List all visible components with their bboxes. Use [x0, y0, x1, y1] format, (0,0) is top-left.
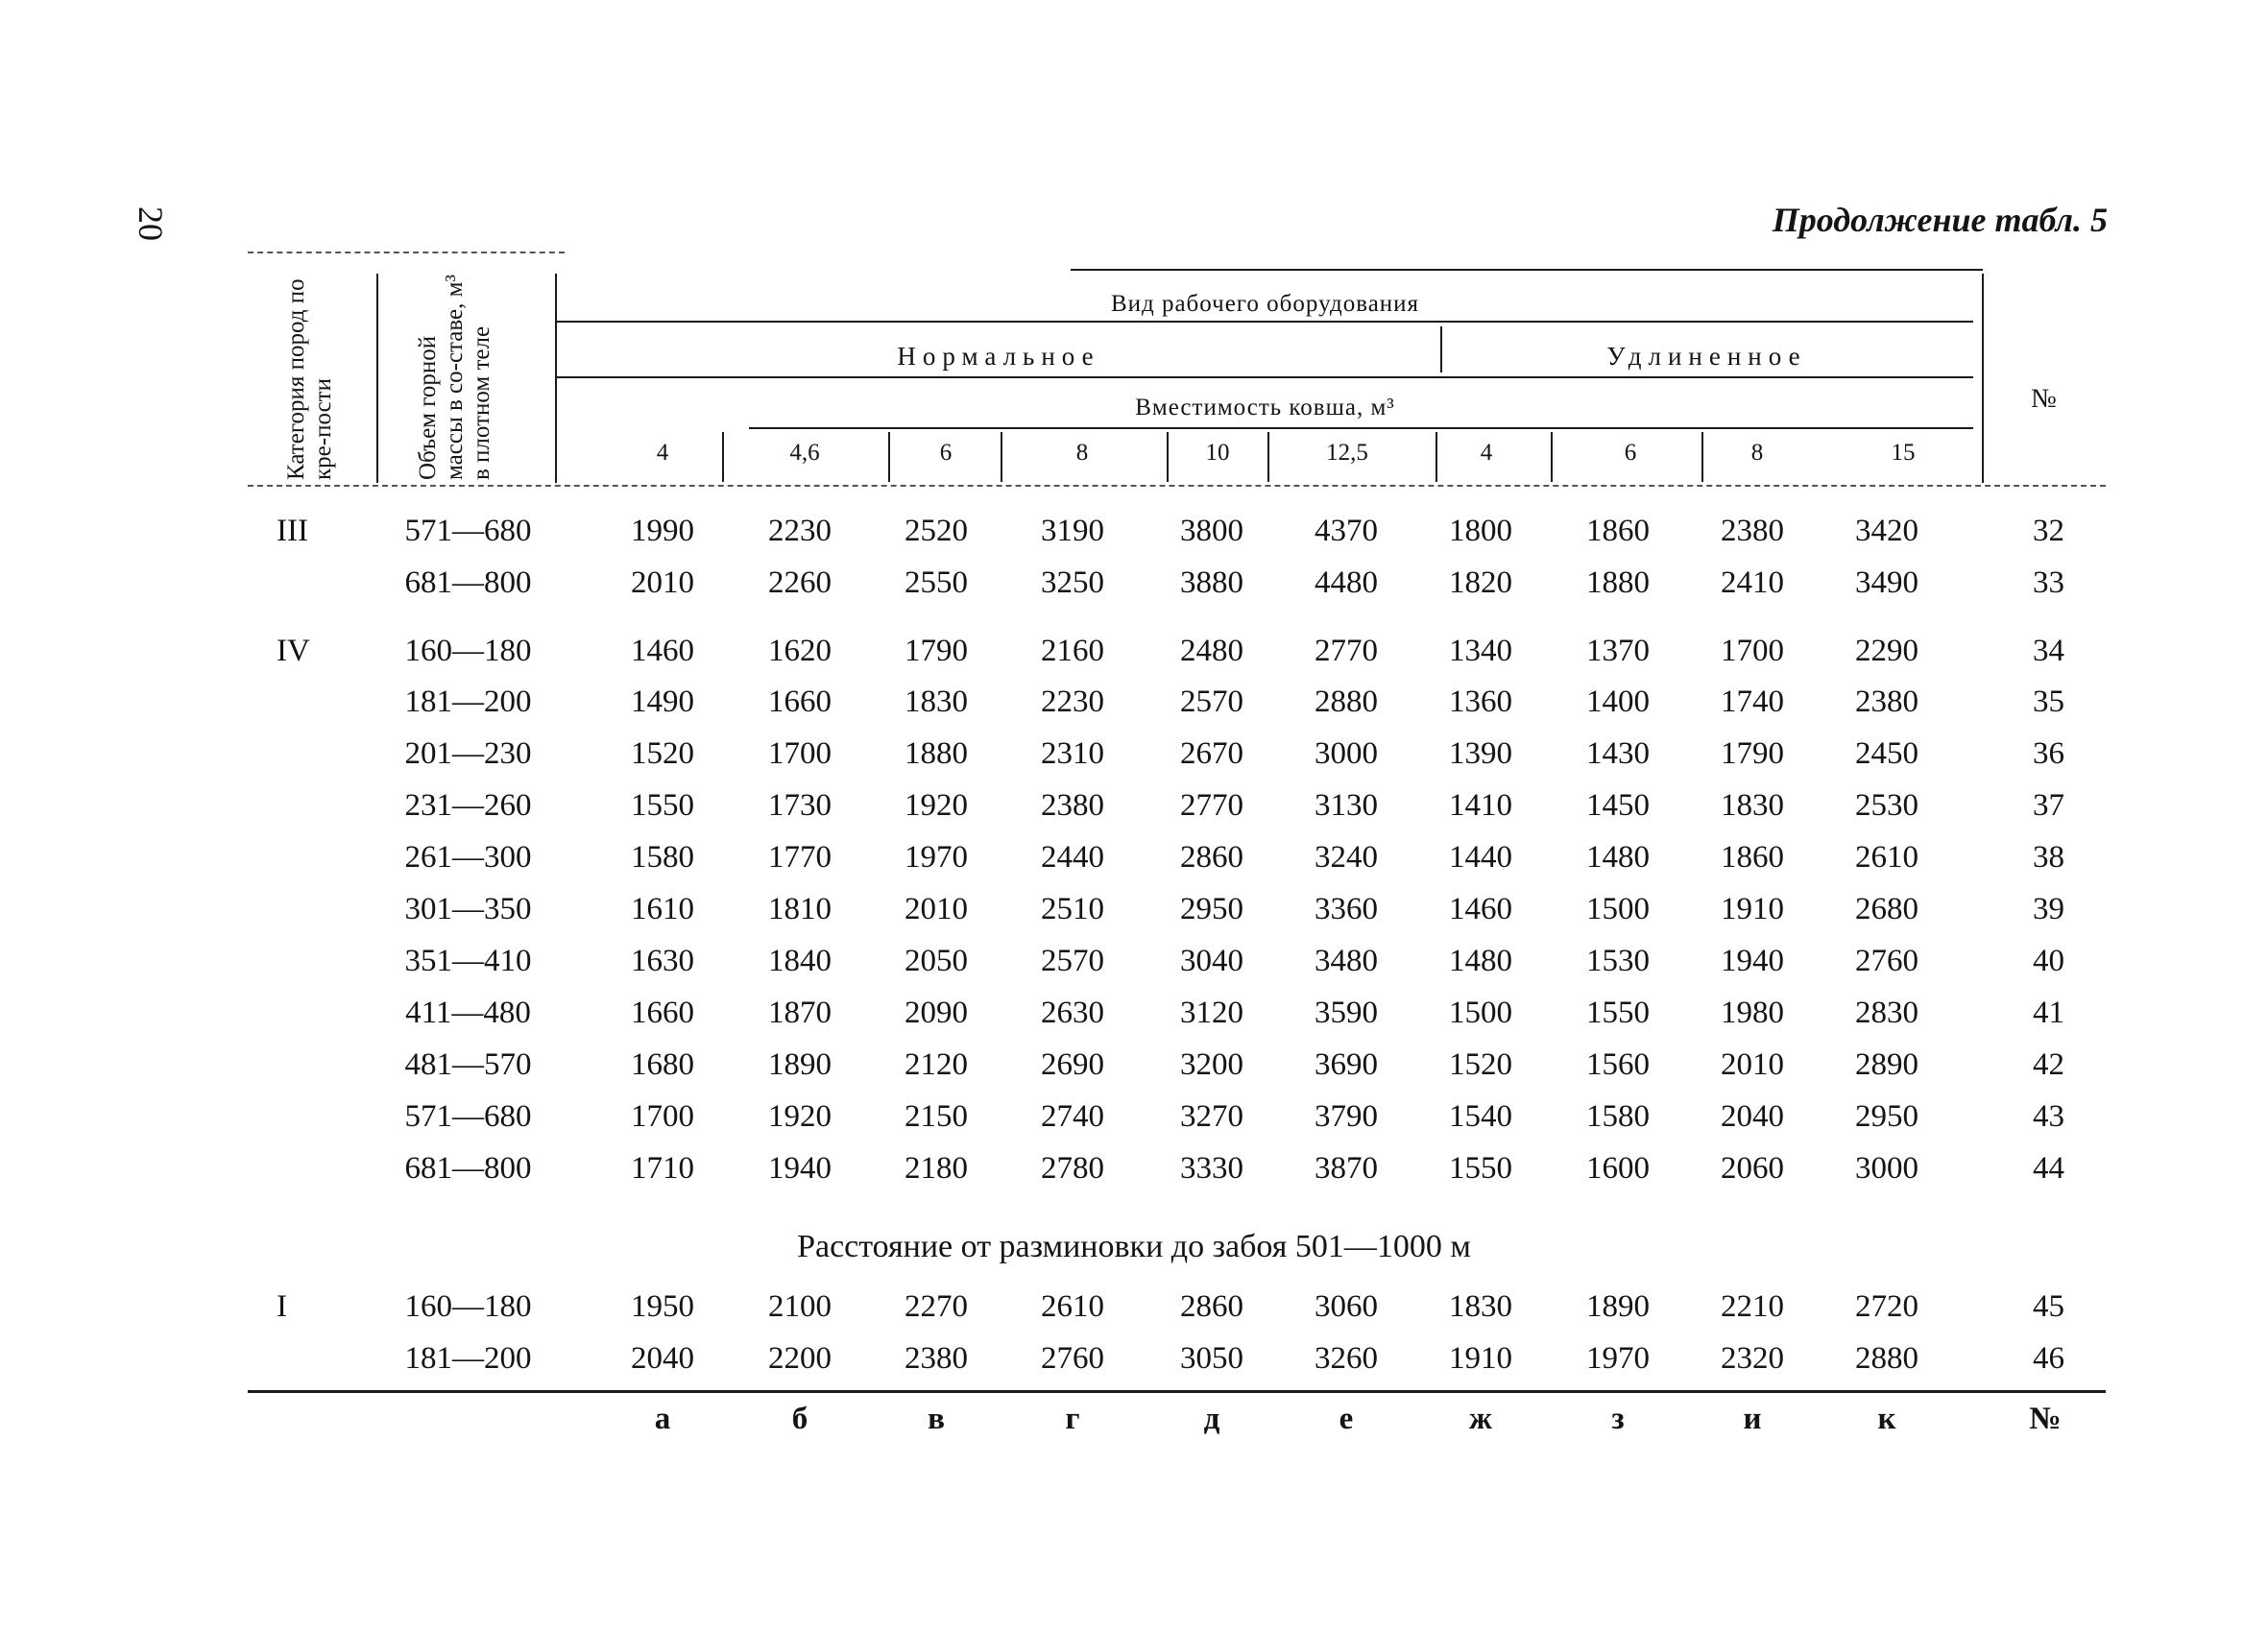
table-cell: 2450 [1855, 736, 1918, 771]
capacity-header: 4 [656, 440, 669, 466]
row-range: 681—800 [404, 1151, 532, 1186]
table-cell: 1620 [768, 634, 832, 668]
table-cell: 3240 [1315, 840, 1378, 875]
row-category: IV [277, 634, 310, 668]
capacity-header: 4 [1480, 440, 1493, 466]
table-cell: 2380 [1855, 684, 1918, 719]
row-number: 43 [2033, 1099, 2064, 1134]
header-equipment-type: Вид рабочего оборудования [1110, 291, 1420, 317]
table-cell: 3800 [1180, 514, 1243, 548]
table-cell: 1550 [1449, 1151, 1512, 1186]
table-cell: 4480 [1315, 565, 1378, 600]
table-cell: 3490 [1855, 565, 1918, 600]
vline-cap-5 [1267, 432, 1269, 482]
header-normal: Нормальное [897, 342, 1100, 371]
table-cell: 2260 [768, 565, 832, 600]
vline-cap-3 [1001, 432, 1002, 482]
table-cell: 2050 [905, 944, 968, 978]
table-cell: 1830 [1721, 788, 1784, 823]
row-range: 181—200 [404, 1341, 532, 1376]
header-top-rule [1071, 269, 1983, 271]
table-cell: 2770 [1180, 788, 1243, 823]
table-cell: 3040 [1180, 944, 1243, 978]
table-cell: 3260 [1315, 1341, 1378, 1376]
header-volume: Объем горной массы в со-ставе, м³ в плотном теле [415, 275, 495, 480]
table-cell: 1880 [1586, 565, 1650, 600]
table-cell: 2890 [1855, 1047, 1918, 1082]
table-cell: 1630 [631, 944, 694, 978]
row-number: 42 [2033, 1047, 2064, 1082]
table-cell: 3200 [1180, 1047, 1243, 1082]
table-cell: 1700 [768, 736, 832, 771]
table-cell: 1970 [1586, 1341, 1650, 1376]
table-cell: 2180 [905, 1151, 968, 1186]
table-cell: 1660 [768, 684, 832, 719]
row-range: 681—800 [404, 565, 532, 600]
table-cell: 1580 [1586, 1099, 1650, 1134]
table-cell: 2210 [1721, 1289, 1784, 1324]
table-cell: 1660 [631, 996, 694, 1030]
capacity-header: 10 [1205, 440, 1230, 466]
row-range: 301—350 [404, 892, 532, 926]
vline-1 [376, 274, 378, 483]
table-cell: 1940 [768, 1151, 832, 1186]
table-cell: 1890 [1586, 1289, 1650, 1324]
table-cell: 1730 [768, 788, 832, 823]
vline-cap-8 [1701, 432, 1703, 482]
table-cell: 1770 [768, 840, 832, 875]
vline-no [1982, 274, 1984, 483]
table-cell: 1860 [1586, 514, 1650, 548]
table-cell: 2380 [905, 1341, 968, 1376]
table-cell: 1480 [1586, 840, 1650, 875]
row-number: 44 [2033, 1151, 2064, 1186]
table-cell: 1410 [1449, 788, 1512, 823]
section-note: Расстояние от разминовки до забоя 501—1000 м [797, 1229, 1471, 1264]
table-cell: 1550 [631, 788, 694, 823]
table-cell: 4370 [1315, 514, 1378, 548]
table-cell: 1810 [768, 892, 832, 926]
table-cell: 3870 [1315, 1151, 1378, 1186]
table-cell: 1400 [1586, 684, 1650, 719]
table-cell: 1530 [1586, 944, 1650, 978]
table-cell: 2670 [1180, 736, 1243, 771]
table-bottom-rule [248, 1390, 2106, 1393]
table-cell: 1830 [1449, 1289, 1512, 1324]
table-cell: 3420 [1855, 514, 1918, 548]
table-cell: 1880 [905, 736, 968, 771]
table-cell: 1430 [1586, 736, 1650, 771]
table-cell: 2230 [1041, 684, 1104, 719]
table-cell: 2610 [1041, 1289, 1104, 1324]
table-cell: 1540 [1449, 1099, 1512, 1134]
table-cell: 1840 [768, 944, 832, 978]
column-key: з [1611, 1402, 1625, 1436]
table-cell: 3060 [1315, 1289, 1378, 1324]
header-extended: Удлиненное [1606, 342, 1807, 371]
column-key: № [2029, 1402, 2062, 1436]
table-cell: 1360 [1449, 684, 1512, 719]
row-number: 37 [2033, 788, 2064, 823]
row-number: 39 [2033, 892, 2064, 926]
table-cell: 2090 [905, 996, 968, 1030]
capacity-header: 6 [1624, 440, 1637, 466]
table-cell: 1820 [1449, 565, 1512, 600]
table-cell: 2740 [1041, 1099, 1104, 1134]
table-cell: 2860 [1180, 1289, 1243, 1324]
table-cell: 3000 [1315, 736, 1378, 771]
table-cell: 2380 [1721, 514, 1784, 548]
table-cell: 2010 [1721, 1047, 1784, 1082]
capacity-header: 6 [939, 440, 953, 466]
table-cell: 3050 [1180, 1341, 1243, 1376]
header-top-dash [248, 252, 565, 253]
row-number: 36 [2033, 736, 2064, 771]
table-cell: 1520 [631, 736, 694, 771]
capacity-header: 4,6 [789, 440, 820, 466]
row-range: 411—480 [405, 996, 531, 1030]
vline-cap-2 [888, 432, 890, 482]
table-cell: 1480 [1449, 944, 1512, 978]
table-cell: 3130 [1315, 788, 1378, 823]
capacity-header: 12,5 [1326, 440, 1368, 466]
column-key: ж [1469, 1402, 1492, 1436]
table-cell: 1450 [1586, 788, 1650, 823]
column-key: е [1339, 1402, 1354, 1436]
row-number: 34 [2033, 634, 2064, 668]
column-key: а [654, 1402, 671, 1436]
table-cell: 2290 [1855, 634, 1918, 668]
table-cell: 2380 [1041, 788, 1104, 823]
table-cell: 1560 [1586, 1047, 1650, 1082]
table-cell: 2100 [768, 1289, 832, 1324]
table-cell: 2480 [1180, 634, 1243, 668]
table-cell: 1460 [631, 634, 694, 668]
page-number: 20 [132, 206, 170, 241]
table-cell: 1990 [631, 514, 694, 548]
table-cell: 1890 [768, 1047, 832, 1082]
table-cell: 1980 [1721, 996, 1784, 1030]
table-cell: 3690 [1315, 1047, 1378, 1082]
table-cell: 1680 [631, 1047, 694, 1082]
column-key: г [1065, 1402, 1080, 1436]
table-cell: 1920 [905, 788, 968, 823]
table-cell: 1910 [1721, 892, 1784, 926]
column-key: к [1877, 1402, 1896, 1436]
row-range: 571—680 [404, 514, 532, 548]
column-key: б [791, 1402, 808, 1436]
row-number: 41 [2033, 996, 2064, 1030]
table-cell: 2690 [1041, 1047, 1104, 1082]
row-range: 481—570 [404, 1047, 532, 1082]
table-cell: 2230 [768, 514, 832, 548]
row-number: 38 [2033, 840, 2064, 875]
table-cell: 1970 [905, 840, 968, 875]
table-cell: 1600 [1586, 1151, 1650, 1186]
table-cell: 1700 [631, 1099, 694, 1134]
table-cell: 2010 [631, 565, 694, 600]
table-cell: 1740 [1721, 684, 1784, 719]
table-cell: 3000 [1855, 1151, 1918, 1186]
rule-capacity [749, 427, 1973, 429]
row-number: 46 [2033, 1341, 2064, 1376]
capacity-header: 15 [1891, 440, 1916, 466]
table-cell: 2150 [905, 1099, 968, 1134]
header-category: Категория пород по кре-пости [283, 278, 336, 480]
table-cell: 2200 [768, 1341, 832, 1376]
table-cell: 3330 [1180, 1151, 1243, 1186]
table-cell: 2510 [1041, 892, 1104, 926]
table-cell: 2060 [1721, 1151, 1784, 1186]
row-number: 45 [2033, 1289, 2064, 1324]
column-key: в [928, 1402, 945, 1436]
table-cell: 2830 [1855, 996, 1918, 1030]
table-cell: 1920 [768, 1099, 832, 1134]
row-category: I [277, 1289, 287, 1324]
vline-cap-4 [1167, 432, 1169, 482]
table-cell: 3190 [1041, 514, 1104, 548]
table-cell: 1710 [631, 1151, 694, 1186]
table-cell: 2520 [905, 514, 968, 548]
row-range: 160—180 [404, 634, 532, 668]
table-cell: 3480 [1315, 944, 1378, 978]
table-caption: Продолжение табл. 5 [1772, 201, 2108, 239]
row-number: 35 [2033, 684, 2064, 719]
rule-equipment [557, 321, 1973, 323]
table-cell: 2010 [905, 892, 968, 926]
table-cell: 3250 [1041, 565, 1104, 600]
table-cell: 3790 [1315, 1099, 1378, 1134]
header-bottom-dash [248, 485, 2106, 487]
table-cell: 1790 [905, 634, 968, 668]
table-cell: 2550 [905, 565, 968, 600]
table-cell: 2040 [1721, 1099, 1784, 1134]
table-cell: 1370 [1586, 634, 1650, 668]
table-cell: 3120 [1180, 996, 1243, 1030]
row-number: 40 [2033, 944, 2064, 978]
table-cell: 2860 [1180, 840, 1243, 875]
table-cell: 1390 [1449, 736, 1512, 771]
table-cell: 2780 [1041, 1151, 1104, 1186]
table-cell: 2950 [1855, 1099, 1918, 1134]
table-cell: 2310 [1041, 736, 1104, 771]
table-cell: 2270 [905, 1289, 968, 1324]
table-cell: 1950 [631, 1289, 694, 1324]
vline-cap-7 [1551, 432, 1553, 482]
table-cell: 2570 [1180, 684, 1243, 719]
table-cell: 2320 [1721, 1341, 1784, 1376]
row-range: 201—230 [404, 736, 532, 771]
table-cell: 2770 [1315, 634, 1378, 668]
table-cell: 1830 [905, 684, 968, 719]
table-cell: 2880 [1855, 1341, 1918, 1376]
capacity-header: 8 [1075, 440, 1089, 466]
table-cell: 2530 [1855, 788, 1918, 823]
table-cell: 1610 [631, 892, 694, 926]
table-cell: 2950 [1180, 892, 1243, 926]
table-cell: 2680 [1855, 892, 1918, 926]
table-cell: 1940 [1721, 944, 1784, 978]
row-range: 351—410 [404, 944, 532, 978]
row-range: 181—200 [404, 684, 532, 719]
table-cell: 2410 [1721, 565, 1784, 600]
row-number: 33 [2033, 565, 2064, 600]
table-cell: 3270 [1180, 1099, 1243, 1134]
row-range: 571—680 [404, 1099, 532, 1134]
table-cell: 1440 [1449, 840, 1512, 875]
table-cell: 2120 [905, 1047, 968, 1082]
table-cell: 1910 [1449, 1341, 1512, 1376]
table-cell: 1700 [1721, 634, 1784, 668]
table-cell: 3880 [1180, 565, 1243, 600]
table-cell: 2040 [631, 1341, 694, 1376]
column-key: и [1743, 1402, 1762, 1436]
table-cell: 2720 [1855, 1289, 1918, 1324]
table-cell: 1500 [1449, 996, 1512, 1030]
rule-type [557, 376, 1973, 378]
row-number: 32 [2033, 514, 2064, 548]
table-cell: 1460 [1449, 892, 1512, 926]
table-cell: 1870 [768, 996, 832, 1030]
table-cell: 2880 [1315, 684, 1378, 719]
table-cell: 2570 [1041, 944, 1104, 978]
table-cell: 1500 [1586, 892, 1650, 926]
row-range: 261—300 [404, 840, 532, 875]
table-cell: 2760 [1855, 944, 1918, 978]
table-cell: 2610 [1855, 840, 1918, 875]
table-cell: 2160 [1041, 634, 1104, 668]
table-cell: 2760 [1041, 1341, 1104, 1376]
table-cell: 1340 [1449, 634, 1512, 668]
table-cell: 3590 [1315, 996, 1378, 1030]
table-cell: 1520 [1449, 1047, 1512, 1082]
column-key: д [1203, 1402, 1220, 1436]
table-cell: 1790 [1721, 736, 1784, 771]
row-range: 231—260 [404, 788, 532, 823]
table-cell: 3360 [1315, 892, 1378, 926]
table-cell: 1800 [1449, 514, 1512, 548]
row-category: III [277, 514, 308, 548]
capacity-header: 8 [1750, 440, 1764, 466]
table-cell: 1580 [631, 840, 694, 875]
table-cell: 1550 [1586, 996, 1650, 1030]
header-no: № [2031, 384, 2058, 414]
row-range: 160—180 [404, 1289, 532, 1324]
table-cell: 2440 [1041, 840, 1104, 875]
table-cell: 2630 [1041, 996, 1104, 1030]
table-cell: 1490 [631, 684, 694, 719]
header-bucket-capacity: Вместимость ковша, м³ [1135, 395, 1395, 420]
table-cell: 1860 [1721, 840, 1784, 875]
vline-cap-1 [722, 432, 724, 482]
vline-cap-6 [1436, 432, 1437, 482]
